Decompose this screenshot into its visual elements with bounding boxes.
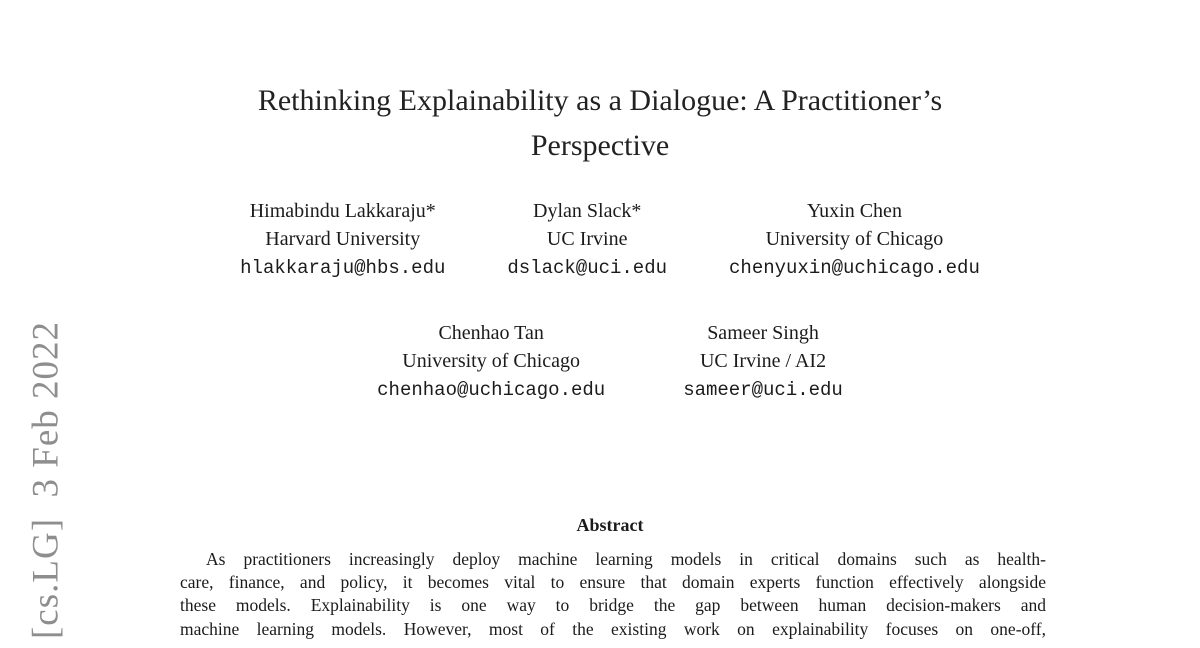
- abstract-line: As practitioners increasingly deploy machine learning models in critical domains such as health-: [206, 549, 1046, 569]
- author-name: Yuxin Chen: [806, 200, 902, 222]
- author-name: Himabindu Lakkaraju*: [249, 200, 436, 222]
- paper-title: Rethinking Explainability as a Dialogue: A Practitioner’s Perspective: [257, 84, 943, 162]
- abstract-line: care, finance, and policy, it becomes vital to ensure that domain experts function effectively alongside: [180, 572, 1046, 593]
- author-affiliation: UC Irvine: [546, 228, 628, 250]
- author-name: Dylan Slack*: [533, 200, 642, 222]
- author-block: [240, 197, 445, 283]
- author-block: [377, 319, 605, 405]
- author-block: [683, 319, 843, 405]
- author-name: Chenhao Tan: [438, 322, 544, 344]
- author-email: chenhao@uchicago.edu: [377, 379, 606, 401]
- author-email: sameer@uci.edu: [683, 379, 843, 401]
- abstract-text: [180, 548, 1046, 641]
- authors-row-2: [165, 319, 1055, 405]
- abstract-line: machine learning models. However, most of the existing work on explainability focuses on one-off,: [180, 618, 1046, 639]
- author-affiliation: University of Chicago: [765, 228, 944, 250]
- author-email: chenyuxin@uchicago.edu: [729, 257, 980, 279]
- author-name: Sameer Singh: [707, 322, 819, 344]
- author-block: [507, 197, 667, 283]
- abstract-line: these models. Explainability is one way to bridge the gap between human decision-makers and: [180, 595, 1046, 616]
- abstract-heading: Abstract: [576, 515, 644, 535]
- author-affiliation: UC Irvine / AI2: [699, 350, 827, 372]
- author-affiliation: University of Chicago: [402, 350, 581, 372]
- author-email: hlakkaraju@hbs.edu: [240, 257, 446, 279]
- authors-row-1: [165, 197, 1055, 283]
- arxiv-stamp: [cs.LG] 3 Feb 2022: [25, 320, 67, 640]
- author-affiliation: Harvard University: [265, 228, 421, 250]
- author-email: dslack@uci.edu: [507, 257, 668, 279]
- author-block: [729, 197, 980, 283]
